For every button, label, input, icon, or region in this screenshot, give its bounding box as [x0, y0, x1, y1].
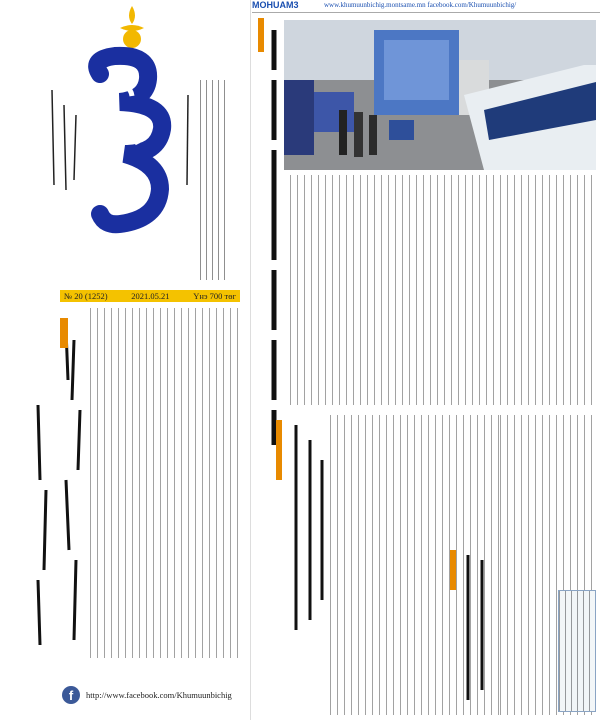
issue-number: № 20 (1252)	[64, 291, 108, 301]
info-box	[558, 590, 596, 712]
facebook-link[interactable]: http://www.facebook.com/Khumuunbichig	[86, 690, 232, 700]
front-article-columns	[90, 308, 240, 658]
section-label-2	[276, 420, 282, 480]
site-header	[252, 0, 600, 13]
issue-price: Үнэ 700 төг	[193, 291, 236, 301]
masthead-info-column	[200, 80, 228, 280]
section-label-right	[258, 18, 264, 52]
issue-date: 2021.05.21	[131, 291, 170, 301]
second-headline	[458, 550, 498, 710]
section-label-3	[450, 550, 456, 590]
article-photo	[284, 20, 596, 170]
article-subheadline	[286, 420, 326, 640]
masthead-slogan-left	[44, 85, 84, 195]
facebook-icon[interactable]: f	[62, 686, 80, 704]
masthead-slogan-middle	[178, 85, 198, 195]
brand-logo: MOHUAM3	[252, 0, 299, 10]
issue-info-bar	[60, 290, 240, 302]
article-headline	[262, 20, 286, 450]
article-column-2	[444, 175, 594, 405]
front-headline-2	[30, 400, 56, 650]
section-label-left	[60, 318, 68, 348]
front-headline	[60, 320, 86, 660]
article-column-1	[290, 175, 440, 405]
page-gutter	[250, 0, 251, 720]
site-links[interactable]: www.khumuunbichig.montsame.mn facebook.com/Khumuunbichig/	[324, 1, 517, 9]
